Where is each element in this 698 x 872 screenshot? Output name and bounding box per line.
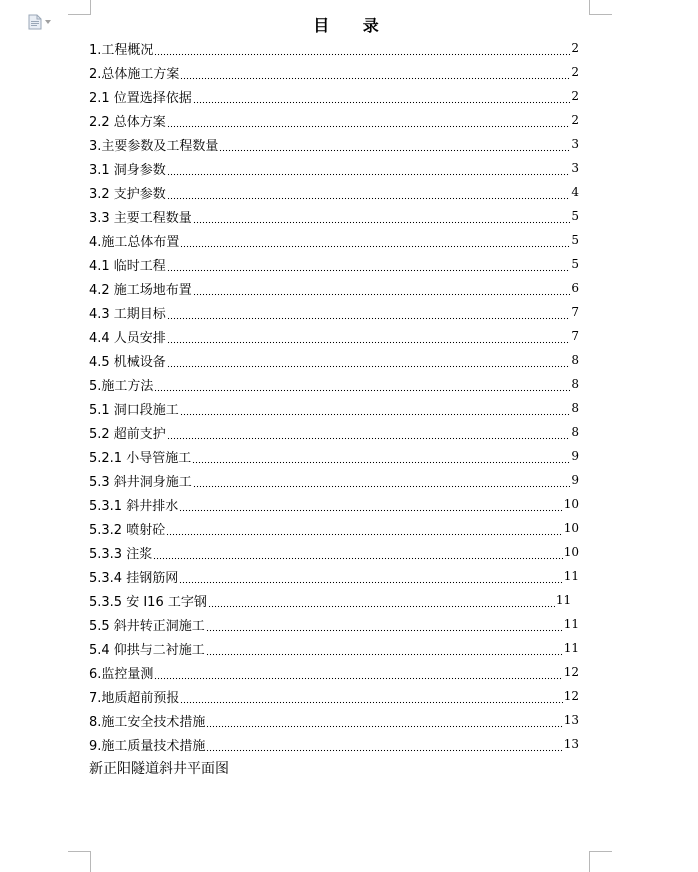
toc-entry-label: 5.施工方法 bbox=[89, 378, 154, 394]
toc-entry[interactable] bbox=[89, 492, 579, 516]
toc-entry-page: 8 bbox=[571, 425, 579, 439]
toc-entry[interactable] bbox=[89, 684, 579, 708]
toc-entry-page: 6 bbox=[571, 281, 579, 295]
toc-entry-page: 2 bbox=[571, 65, 579, 79]
toc-leader-dots bbox=[179, 502, 563, 512]
toc-leader-dots bbox=[206, 742, 562, 752]
toc-entry[interactable] bbox=[89, 540, 579, 564]
toc-title: 目 录 bbox=[313, 16, 393, 35]
toc-leader-dots bbox=[192, 454, 570, 464]
toc-entry[interactable] bbox=[89, 300, 579, 324]
toc-entry-label: 4.2 施工场地布置 bbox=[89, 282, 192, 298]
toc-leader-dots bbox=[193, 214, 571, 224]
toc-entry[interactable] bbox=[89, 636, 579, 660]
toc-entry[interactable] bbox=[89, 204, 579, 228]
toc-entry-label: 5.5 斜井转正洞施工 bbox=[89, 618, 205, 634]
toc-entry[interactable] bbox=[89, 660, 579, 684]
toc-leader-dots bbox=[193, 478, 571, 488]
toc-entry-label: 7.地质超前预报 bbox=[89, 690, 180, 706]
toc-entry[interactable] bbox=[89, 468, 579, 492]
toc-entry[interactable] bbox=[89, 36, 579, 60]
toc-entry-page: 11 bbox=[563, 617, 579, 631]
toc-entry-page: 5 bbox=[571, 257, 579, 271]
toc-entry-page: 8 bbox=[571, 401, 579, 415]
toc-leader-dots bbox=[193, 286, 571, 296]
toc-entry-label: 8.施工安全技术措施 bbox=[89, 714, 206, 730]
toc-entry-page: 3 bbox=[571, 137, 579, 151]
toc-leader-dots bbox=[154, 382, 570, 392]
toc-entry-page: 5 bbox=[571, 209, 579, 223]
toc-entry-page: 12 bbox=[563, 665, 579, 679]
toc-entry[interactable] bbox=[89, 588, 579, 612]
toc-leader-dots bbox=[206, 646, 563, 656]
toc-entry-label: 2.总体施工方案 bbox=[89, 66, 180, 82]
toc-entry-page: 2 bbox=[571, 41, 579, 55]
toc-entry-page: 2 bbox=[571, 89, 579, 103]
toc-entry-label: 5.3.1 斜井排水 bbox=[89, 498, 179, 514]
toc-entry-page: 9 bbox=[571, 449, 579, 463]
toc-entry-label: 2.1 位置选择依据 bbox=[89, 90, 192, 106]
toc-entry-label: 3.1 洞身参数 bbox=[89, 162, 166, 178]
toc-entry[interactable] bbox=[89, 708, 579, 732]
toc-entry-page: 12 bbox=[563, 689, 579, 703]
toc-leader-dots bbox=[154, 670, 562, 680]
toc-entry-page: 3 bbox=[571, 161, 579, 175]
toc-entry[interactable] bbox=[89, 60, 579, 84]
toc-entry-page: 13 bbox=[563, 713, 579, 727]
toc-entry[interactable] bbox=[89, 612, 579, 636]
toc-entry[interactable] bbox=[89, 420, 579, 444]
table-of-contents bbox=[89, 36, 579, 780]
toc-footer-item[interactable] bbox=[89, 756, 579, 780]
toc-entry[interactable] bbox=[89, 348, 579, 372]
toc-entry-page: 11 bbox=[563, 569, 579, 583]
toc-entry-label: 3.主要参数及工程数量 bbox=[89, 138, 219, 154]
toc-leader-dots bbox=[167, 118, 571, 128]
toc-leader-dots bbox=[206, 622, 563, 632]
toc-entry[interactable] bbox=[89, 372, 579, 396]
toc-entry-label: 4.3 工期目标 bbox=[89, 306, 166, 322]
toc-entry-label: 5.3.3 注浆 bbox=[89, 546, 153, 562]
toc-entry[interactable] bbox=[89, 732, 579, 756]
toc-leader-dots bbox=[180, 406, 571, 416]
toc-leader-dots bbox=[167, 430, 571, 440]
toc-entry-label: 5.3.5 安 I16 工字钢 bbox=[89, 594, 207, 610]
toc-entry-label: 5.2 超前支护 bbox=[89, 426, 166, 442]
toc-entry-page: 11 bbox=[563, 641, 579, 655]
toc-footer-label: 新正阳隧道斜井平面图 bbox=[89, 761, 229, 777]
toc-entry[interactable] bbox=[89, 516, 579, 540]
toc-leader-dots bbox=[180, 694, 562, 704]
toc-entry-label: 4.4 人员安排 bbox=[89, 330, 166, 346]
toc-leader-dots bbox=[193, 94, 571, 104]
toc-entry-label: 5.4 仰拱与二衬施工 bbox=[89, 642, 205, 658]
toc-entry-page: 7 bbox=[571, 305, 579, 319]
toc-entry-page: 10 bbox=[563, 497, 579, 511]
toc-leader-dots bbox=[167, 166, 571, 176]
toc-entry-page: 10 bbox=[563, 545, 579, 559]
toc-leader-dots bbox=[153, 550, 563, 560]
toc-entry[interactable] bbox=[89, 108, 579, 132]
toc-entry[interactable] bbox=[89, 324, 579, 348]
toc-entry-label: 4.1 临时工程 bbox=[89, 258, 166, 274]
toc-leader-dots bbox=[206, 718, 562, 728]
toc-leader-dots bbox=[180, 70, 570, 80]
toc-leader-dots bbox=[219, 142, 570, 152]
toc-entry[interactable] bbox=[89, 180, 579, 204]
toc-leader-dots bbox=[167, 358, 571, 368]
toc-entry[interactable] bbox=[89, 132, 579, 156]
toc-entry[interactable] bbox=[89, 228, 579, 252]
toc-entry-label: 4.施工总体布置 bbox=[89, 234, 180, 250]
toc-entry[interactable] bbox=[89, 444, 579, 468]
toc-leader-dots bbox=[179, 574, 563, 584]
toc-entry-label: 9.施工质量技术措施 bbox=[89, 738, 206, 754]
toc-entry-page: 5 bbox=[571, 233, 579, 247]
toc-entry[interactable] bbox=[89, 564, 579, 588]
toc-leader-dots bbox=[180, 238, 570, 248]
toc-entry-label: 4.5 机械设备 bbox=[89, 354, 166, 370]
toc-entry-page: 8 bbox=[571, 353, 579, 367]
toc-leader-dots bbox=[154, 46, 570, 56]
toc-entry-page: 10 bbox=[563, 521, 579, 535]
toc-entry-label: 6.监控量测 bbox=[89, 666, 154, 682]
toc-leader-dots bbox=[166, 526, 563, 536]
toc-leader-dots bbox=[167, 334, 571, 344]
toc-entry-page: 4 bbox=[571, 185, 579, 199]
toc-entry-label: 1.工程概况 bbox=[89, 42, 154, 58]
toc-entry-label: 5.3.2 喷射砼 bbox=[89, 522, 166, 538]
toc-entry-page: 7 bbox=[571, 329, 579, 343]
toc-entry-page: 8 bbox=[571, 377, 579, 391]
crop-mark-bottom-right bbox=[589, 851, 612, 872]
crop-mark-bottom-left bbox=[68, 851, 91, 872]
toc-leader-dots bbox=[208, 598, 555, 608]
toc-entry-label: 3.2 支护参数 bbox=[89, 186, 166, 202]
toc-entry-page: 2 bbox=[571, 113, 579, 127]
toc-entry[interactable] bbox=[89, 84, 579, 108]
toc-entry[interactable] bbox=[89, 396, 579, 420]
toc-entry[interactable] bbox=[89, 252, 579, 276]
toc-entry-page: 13 bbox=[563, 737, 579, 751]
toc-entry-label: 5.1 洞口段施工 bbox=[89, 402, 179, 418]
toc-entry-page: 11 bbox=[555, 593, 572, 607]
toc-entry[interactable] bbox=[89, 156, 579, 180]
toc-leader-dots bbox=[167, 262, 571, 272]
toc-entry-page: 9 bbox=[571, 473, 579, 487]
toc-entry-label: 3.3 主要工程数量 bbox=[89, 210, 192, 226]
toc-entry-label: 2.2 总体方案 bbox=[89, 114, 166, 130]
toc-entry-label: 5.3 斜井洞身施工 bbox=[89, 474, 192, 490]
toc-leader-dots bbox=[167, 310, 571, 320]
toc-entry-label: 5.2.1 小导管施工 bbox=[89, 450, 192, 466]
toc-entry[interactable] bbox=[89, 276, 579, 300]
toc-leader-dots bbox=[167, 190, 571, 200]
toc-entry-label: 5.3.4 挂钢筋网 bbox=[89, 570, 179, 586]
